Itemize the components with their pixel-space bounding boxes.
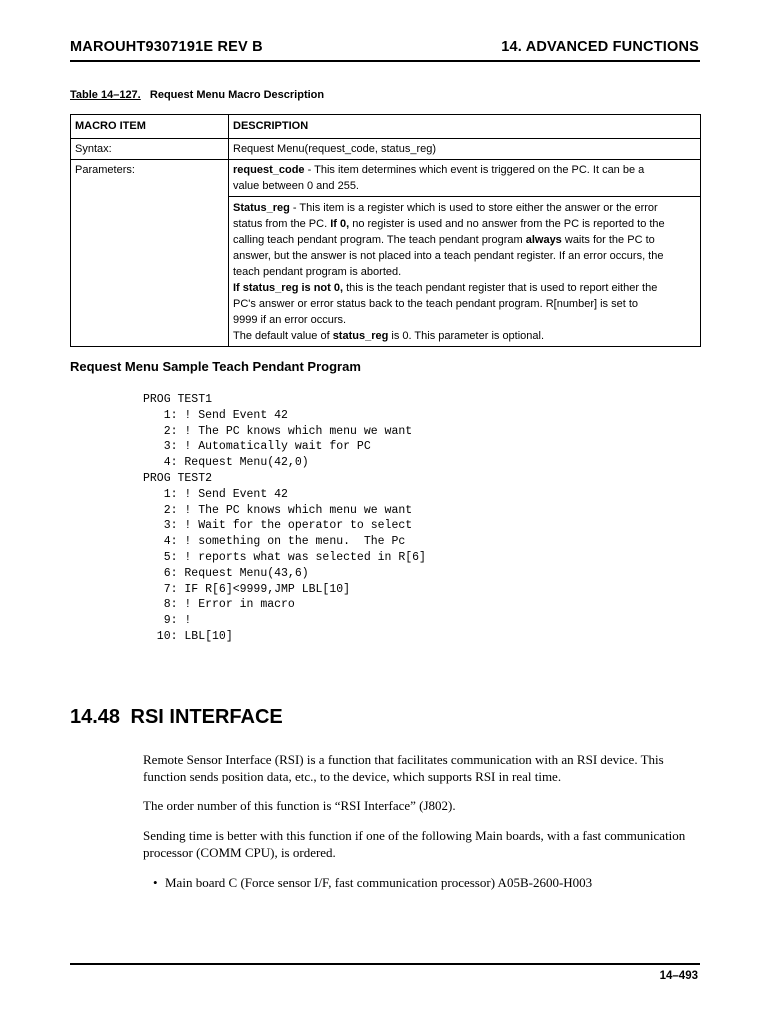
param-status-reg: Status_reg - This item is a register which is used to store either the answer or the error status from the PC. If 0, no register is used and no answer from the PC is reported to the calling teach pendant program. The teach pendant program always waits for the PC to answer, but the answer is not placed into a teach pendant register. If an error occurs, the teach pendant program is aborted. If status_reg is not 0, this is the teach pendant register that is used to report either the PC's answer or error status back to the teach pendant program. R[number] is set to 9999 if an error occurs. The default value of status_reg is 0. This parameter is optional. — [229, 197, 701, 347]
section-title: RSI INTERFACE — [130, 706, 283, 728]
footer-rule — [70, 963, 700, 965]
paragraph-rsi-intro: Remote Sensor Interface (RSI) is a function that facilitates communication with an RSI device. This function sends position data, etc., to the device, which supports RSI in real time. — [143, 752, 664, 784]
table-header-row — [71, 115, 701, 139]
col-header-description: DESCRIPTION — [229, 115, 701, 139]
param-request-code: request_code - This item determines which event is triggered on the PC. It can be a value between 0 and 255. — [229, 160, 701, 197]
request-code-term: request_code — [233, 164, 305, 176]
table-caption — [70, 89, 324, 101]
chapter-title: 14. ADVANCED FUNCTIONS — [501, 39, 699, 55]
bullet-text: Main board C (Force sensor I/F, fast communication processor) A05B-2600-H003 — [165, 875, 593, 890]
page-number: 14–493 — [659, 970, 698, 982]
macro-description-table — [70, 114, 701, 347]
section-heading — [70, 706, 283, 729]
sample-program-code: PROG TEST1 1: ! Send Event 42 2: ! The PC knows which menu we want 3: ! Automatically wait for PC 4: Request Menu(42,0) PROG TEST2 1: ! Send Event 42 2: ! The PC knows which menu we want 3: ! Wait for the operator to select 4: ! something on the menu. The Pc 5: ! reports what was selected in R[6] 6: Request Menu(43,6) 7: IF R[6]<9999,JMP LBL[10] 8: ! Error in macro 9: ! 10: LBL[10] — [143, 393, 426, 643]
syntax-label: Syntax: — [71, 139, 229, 160]
section-number: 14.48 — [70, 706, 121, 728]
paragraph-order-number: The order number of this function is “RSI Interface” (J802). — [143, 798, 456, 813]
parameters-label: Parameters: — [71, 160, 229, 347]
col-header-macro-item: MACRO ITEM — [71, 115, 229, 139]
header-rule — [70, 60, 700, 62]
bullet-mark: • — [153, 875, 158, 890]
paragraph-sending-time: Sending time is better with this function if one of the following Main boards, with a fast communication processor (COMM CPU), is ordered. — [143, 828, 686, 860]
table-row-parameters — [71, 160, 701, 197]
sample-program-title: Request Menu Sample Teach Pendant Program — [70, 359, 361, 374]
table-caption-title: Request Menu Macro Description — [149, 89, 325, 101]
bullet-main-board-c — [153, 874, 713, 891]
status-reg-term: Status_reg — [233, 202, 290, 214]
table-row-syntax — [71, 139, 701, 160]
document-id: MAROUHT9307191E REV B — [70, 39, 263, 55]
table-caption-label: Table 14–127. — [70, 89, 141, 101]
syntax-value: Request Menu(request_code, status_reg) — [229, 139, 701, 160]
